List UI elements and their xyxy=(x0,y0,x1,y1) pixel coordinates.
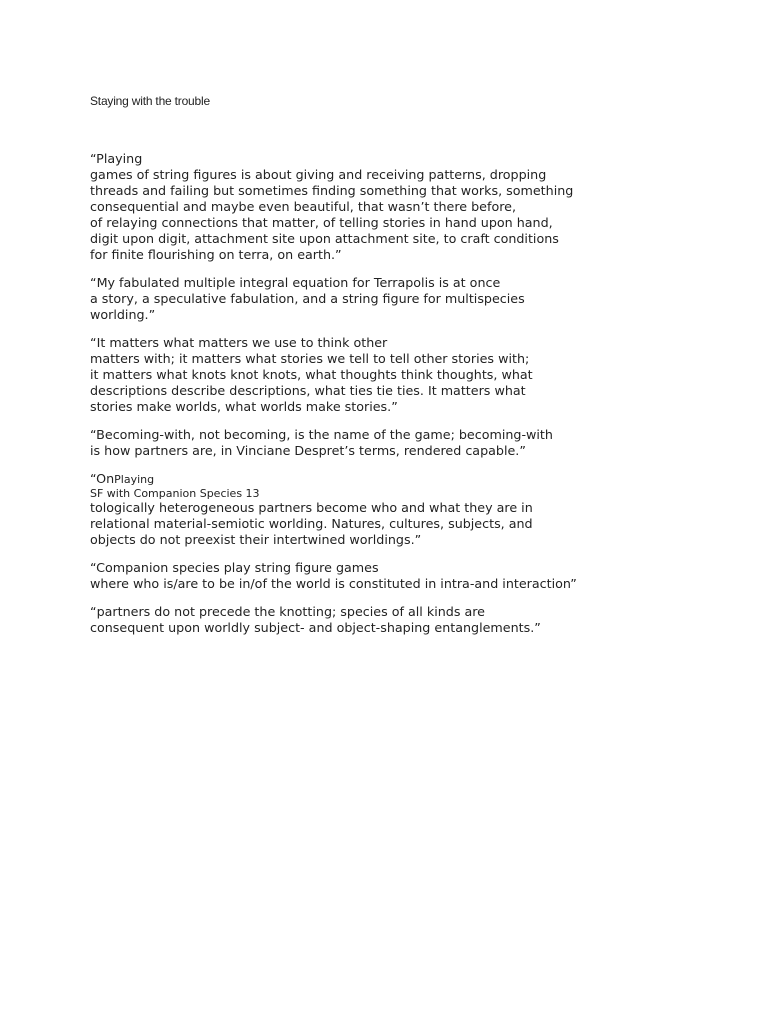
quote-partners-knotting xyxy=(90,604,690,636)
text-line: relational material-semiotic worlding. Natures, cultures, subjects, and xyxy=(90,516,533,531)
text-line: stories make worlds, what worlds make stories.” xyxy=(90,399,398,414)
text-line: for finite flourishing on terra, on earth.” xyxy=(90,247,342,262)
text-line: games of string figures is about giving and receiving patterns, dropping xyxy=(90,167,547,182)
text-line xyxy=(90,471,690,487)
text-line: is how partners are, in Vinciane Despret’s terms, rendered capable.” xyxy=(90,443,526,458)
text-line: “Becoming-with, not becoming, is the name of the game; becoming-with xyxy=(90,427,553,442)
text-fragment: “On xyxy=(90,471,115,486)
document-page xyxy=(90,0,690,1024)
document-title: Staying with the trouble xyxy=(90,94,210,108)
running-header-fragment: Playing xyxy=(114,473,155,486)
text-line: of relaying connections that matter, of telling stories in hand upon hand, xyxy=(90,215,553,230)
quote-it-matters xyxy=(90,335,690,415)
running-header-fragment: SF with Companion Species 13 xyxy=(90,487,260,500)
quote-becoming-with xyxy=(90,427,690,459)
quote-terrapolis xyxy=(90,275,690,323)
text-line: matters with; it matters what stories we tell to tell other stories with; xyxy=(90,351,530,366)
document-body xyxy=(90,151,690,648)
text-line: tologically heterogeneous partners become who and what they are in xyxy=(90,500,533,515)
quote-playing-string-figures xyxy=(90,151,690,263)
text-line: “partners do not precede the knotting; species of all kinds are xyxy=(90,604,485,619)
text-line: “Companion species play string figure games xyxy=(90,560,379,575)
text-line: “Playing xyxy=(90,151,143,166)
text-line: “It matters what matters we use to think other xyxy=(90,335,388,350)
text-line: threads and failing but sometimes finding something that works, something xyxy=(90,183,574,198)
text-line: objects do not preexist their intertwined worldings.” xyxy=(90,532,422,547)
text-line: it matters what knots knot knots, what thoughts think thoughts, what xyxy=(90,367,533,382)
text-line: worlding.” xyxy=(90,307,156,322)
text-line: “My fabulated multiple integral equation for Terrapolis is at once xyxy=(90,275,501,290)
text-line: a story, a speculative fabulation, and a string figure for multispecies xyxy=(90,291,525,306)
quote-ontologically xyxy=(90,471,690,548)
text-line: consequent upon worldly subject- and object-shaping entanglements.” xyxy=(90,620,541,635)
text-line: descriptions describe descriptions, what ties tie ties. It matters what xyxy=(90,383,526,398)
text-line: digit upon digit, attachment site upon attachment site, to craft conditions xyxy=(90,231,559,246)
text-line: where who is/are to be in/of the world is constituted in intra-and interaction” xyxy=(90,576,577,591)
quote-companion-species xyxy=(90,560,690,592)
text-line: consequential and maybe even beautiful, that wasn’t there before, xyxy=(90,199,516,214)
